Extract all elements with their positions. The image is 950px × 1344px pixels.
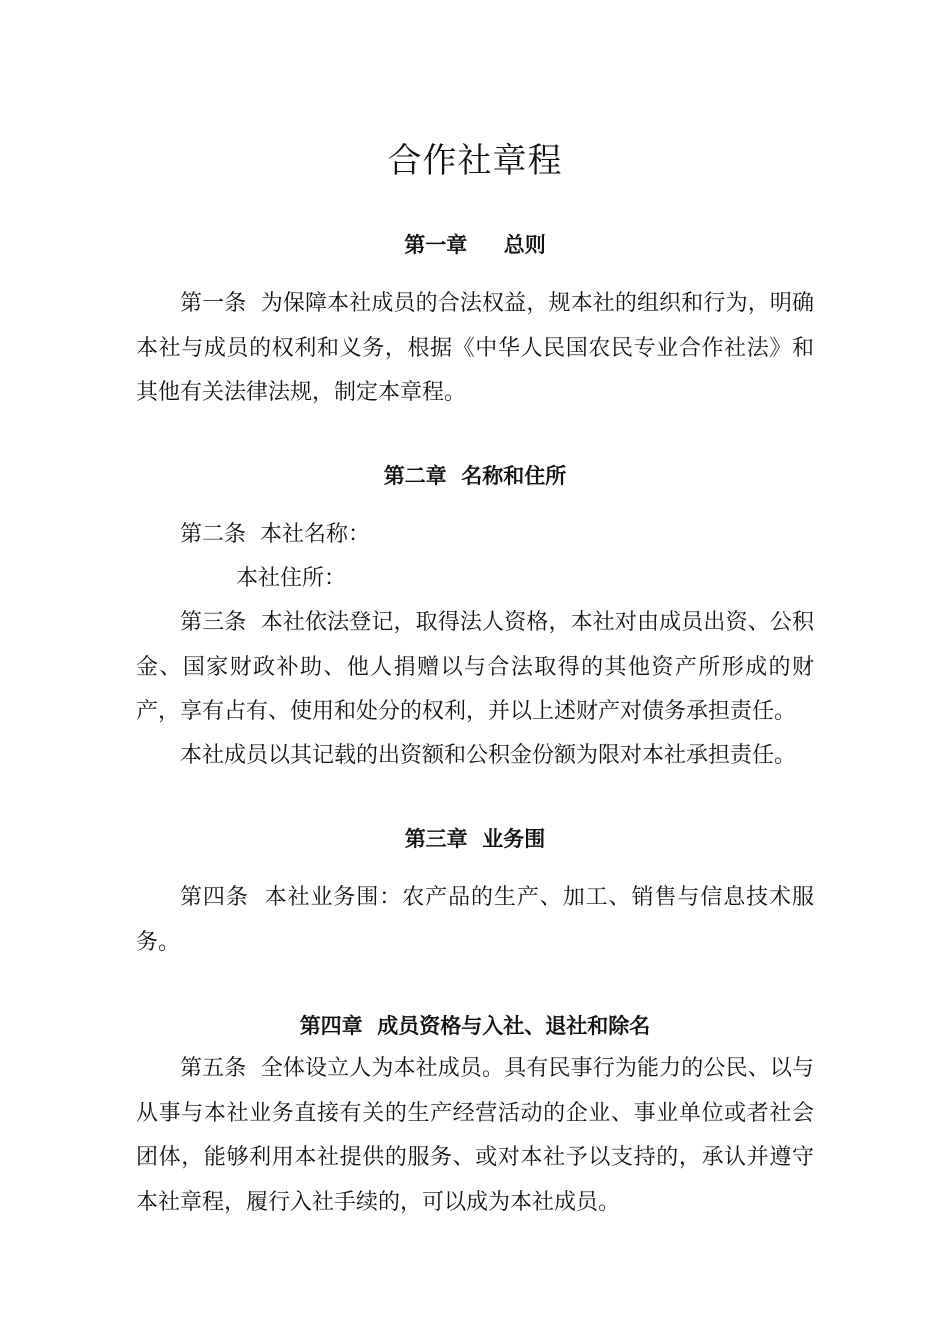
article-2 [136,513,814,558]
article-3-label: 第三条 [180,610,261,635]
article-2-text: 本社名称： [260,522,371,547]
article-3-text: 本社依法登记，取得法人资格，本社对由成员出资、公积金、国家财政补助、他人捐赠以与合法取得的其他资产所形成的财产，享有占有、使用和处分的权利，并以上述财产对债务承担责任。 [136,610,814,724]
chapter-1-heading: 第一章 总则 [404,233,546,257]
article-3 [136,601,814,735]
chapter-4-heading: 第四章 成员资格与入社、退社和除名 [299,1014,651,1038]
article-4 [136,876,814,965]
article-1-text: 为保障本社成员的合法权益，规本社的组织和行为，明确本社与成员的权利和义务，根据《中华人民国农民专业合作社法》和其他有关法律法规，制定本章程。 [136,291,814,405]
address-line: 本社住所： [236,566,347,591]
article-4-label: 第四条 [180,885,265,910]
article-5 [136,1047,814,1225]
article-4-text: 本社业务围：农产品的生产、加工、销售与信息技术服务。 [136,885,814,955]
liability-paragraph: 本社成员以其记载的出资额和公积金份额为限对本社承担责任。 [180,743,797,768]
article-1 [136,282,814,416]
document-title: 合作社章程 [387,141,563,181]
article-5-text: 全体设立人为本社成员。具有民事行为能力的公民、以与从事与本社业务直接有关的生产经营活动的企业、事业单位或者社会团体，能够利用本社提供的服务、或对本社予以支持的，承认并遵守本社章程，履行入社手续的，可以成为本社成员。 [136,1056,814,1215]
article-2-label: 第二条 [180,522,260,547]
chapter-3-heading: 第三章 业务围 [404,827,546,851]
chapter-2-heading: 第二章 名称和住所 [383,464,567,488]
article-5-label: 第五条 [180,1056,261,1081]
article-1-label: 第一条 [180,291,261,316]
